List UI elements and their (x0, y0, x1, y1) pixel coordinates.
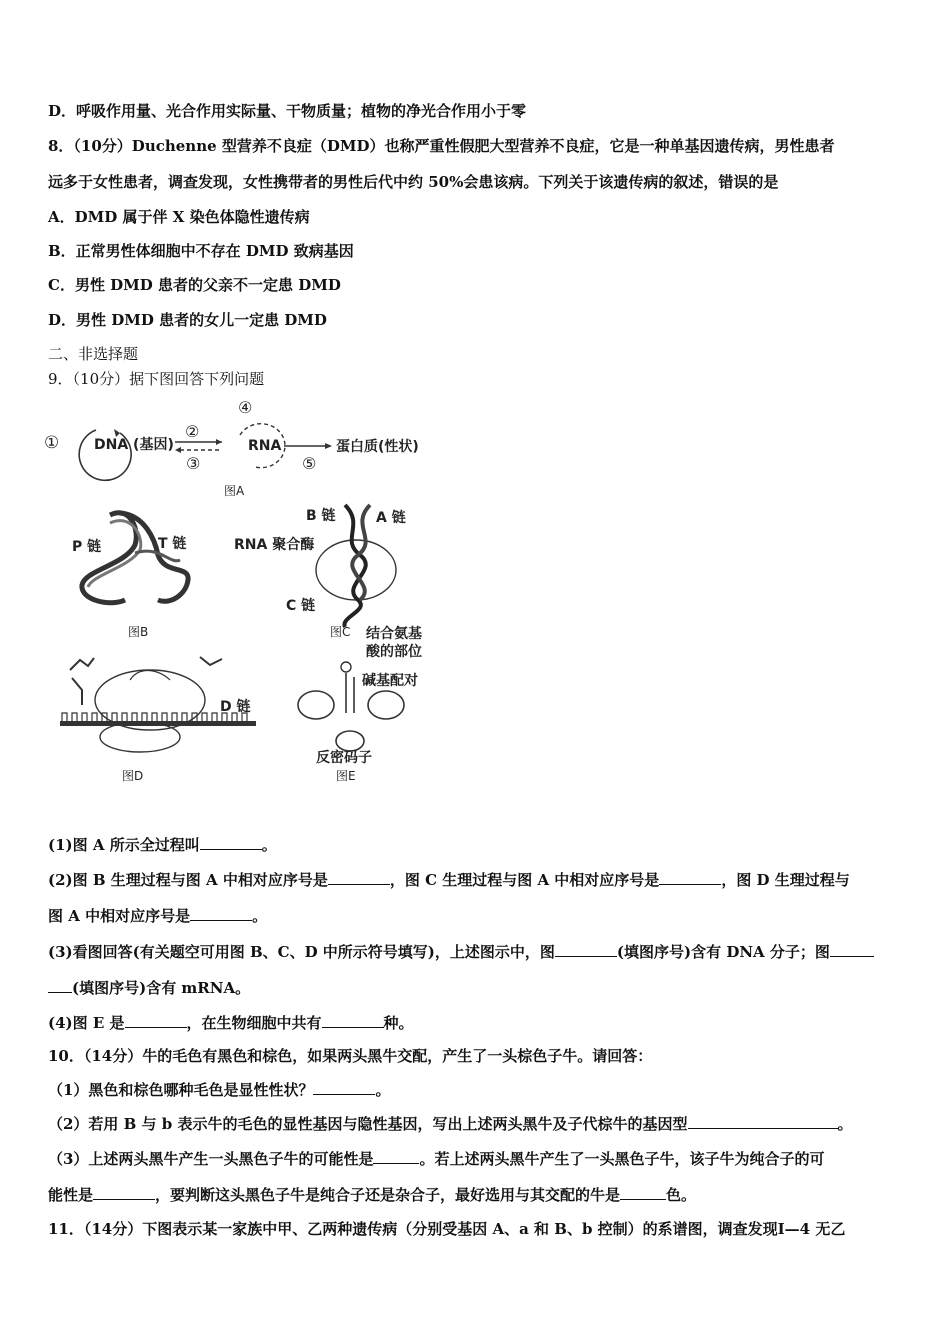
q8-option-b: B．正常男性体细胞中不存在 DMD 致病基因 (48, 242, 354, 260)
q10-s3-text-d: ，要判断这头黑色子牛是纯合子还是杂合子，最好选用与其交配的牛是 (155, 1186, 621, 1204)
fig-a-label-5: ⑤ (302, 454, 317, 473)
fig-d-mrna (60, 721, 256, 726)
fig-b-p-chain: P 链 (72, 539, 102, 555)
fig-c-a-chain: A 链 (376, 510, 406, 526)
answer-blank[interactable] (659, 870, 721, 885)
fig-e-anticodon: 反密码子 (316, 750, 372, 766)
figure-a (44, 398, 419, 498)
q9-p2-text-a: (2)图 B 生理过程与图 A 中相对应序号是 (48, 871, 328, 889)
fig-a-translation-arrowhead (325, 443, 332, 449)
q10-s1-text: （1）黑色和棕色哪种毛色是显性性状？ (48, 1081, 314, 1099)
q11-stem: 11．（14分）下图表示某一家族中甲、乙两种遗传病（分别受基因 A、a 和 B、b 控制）的系谱图，调查发现Ⅰ—4 无乙 (48, 1220, 846, 1238)
q10-sub1 (48, 1080, 390, 1100)
fig-e-right-loop (368, 691, 404, 719)
fig-e-site-line1: 结合氨基 (366, 626, 422, 642)
fig-a-rna: RNA (248, 438, 282, 454)
q9-p3-text-b: (填图序号)含有 DNA 分子；图 (616, 943, 830, 961)
fig-c-caption: 图C (330, 625, 351, 639)
q9-part3-line1 (48, 942, 874, 962)
q9-figure (40, 395, 460, 795)
answer-blank[interactable] (313, 1080, 375, 1095)
fig-d-d-chain: D 链 (220, 699, 251, 715)
q10-sub2 (48, 1114, 853, 1134)
fig-e-anticodon-loop (336, 731, 364, 751)
fig-a-reverse-arrowhead (175, 447, 181, 453)
q9-p1-text: (1)图 A 所示全过程叫 (48, 836, 200, 854)
fig-c-polymerase: RNA 聚合酶 (234, 537, 315, 553)
fig-a-label-3: ③ (186, 454, 201, 473)
q10-sub3-line1 (48, 1149, 824, 1169)
answer-blank[interactable] (125, 1013, 187, 1028)
q10-s3-end: 色。 (666, 1186, 697, 1204)
q9-part1 (48, 835, 277, 855)
fig-e-left-loop (298, 691, 334, 719)
fig-b-strand-left (82, 513, 136, 603)
section-heading: 二、非选择题 (48, 345, 139, 363)
answer-blank[interactable] (48, 978, 72, 993)
q9-part2-line2 (48, 906, 267, 926)
q9-p2-text-b: ，图 C 生理过程与图 A 中相对应序号是 (389, 871, 660, 889)
fig-c-c-chain: C 链 (286, 598, 316, 614)
q7-option-d: D．呼吸作用量、光合作用实际量、干物质量；植物的净光合作用小于零 (48, 102, 527, 120)
fig-a-protein: 蛋白质(性状) (336, 439, 419, 455)
figure-b (72, 513, 188, 639)
fig-b-t-chain: T 链 (158, 536, 187, 552)
answer-blank[interactable] (688, 1114, 838, 1129)
fig-a-transcription-arrowhead (216, 439, 222, 445)
q9-p1-end: 。 (261, 836, 277, 854)
q9-p2-text-d: 图 A 中相对应序号是 (48, 907, 191, 925)
q10-sub3-line2 (48, 1185, 696, 1205)
q8-stem-line1: 8．（10分）Duchenne 型营养不良症（DMD）也称严重性假肥大型营养不良症，它是一种单基因遗传病，男性患者 (48, 137, 835, 155)
figure-d (60, 657, 256, 783)
q8-option-c: C．男性 DMD 患者的父亲不一定患 DMD (48, 276, 341, 294)
q10-stem: 10．（14分）牛的毛色有黑色和棕色，如果两头黑牛交配，产生了一头棕色子牛。请回答： (48, 1047, 653, 1065)
q10-s2-text: （2）若用 B 与 b 表示牛的毛色的显性基因与隐性基因，写出上述两头黑牛及子代棕牛的基因型 (48, 1115, 688, 1133)
q9-part3-line2 (48, 978, 250, 998)
answer-blank[interactable] (190, 906, 252, 921)
answer-blank[interactable] (373, 1149, 419, 1164)
answer-blank[interactable] (200, 835, 262, 850)
fig-e-site-line2: 酸的部位 (366, 644, 422, 660)
fig-a-label-4: ④ (238, 398, 253, 417)
q8-stem-line2: 远多于女性患者，调查发现，女性携带者的男性后代中约 50%会患该病。下列关于该遗传病的叙述，错误的是 (48, 173, 779, 191)
fig-a-cycle-arrowhead (114, 429, 120, 437)
fig-e-acceptor (341, 662, 351, 672)
answer-blank[interactable] (93, 1185, 155, 1200)
fig-e-pairing: 碱基配对 (362, 673, 418, 689)
answer-blank[interactable] (620, 1185, 666, 1200)
answer-blank[interactable] (328, 870, 390, 885)
answer-blank[interactable] (555, 942, 617, 957)
q9-p4-text-a: (4)图 E 是 (48, 1014, 125, 1032)
fig-e-stem (346, 673, 354, 713)
figure-c (234, 505, 406, 639)
fig-d-arrow (130, 671, 170, 680)
fig-d-caption: 图D (122, 769, 144, 783)
q10-s1-end: 。 (375, 1081, 391, 1099)
fig-a-dna: DNA (基因) (94, 437, 174, 453)
q9-p2-end: 。 (252, 907, 268, 925)
fig-d-ribosome-small (100, 722, 180, 752)
q10-s2-end: 。 (837, 1115, 853, 1133)
q8-option-d: D．男性 DMD 患者的女儿一定患 DMD (48, 311, 327, 329)
fig-b-caption: 图B (128, 625, 149, 639)
fig-a-label-1: ① (44, 433, 60, 453)
fig-e-caption: 图E (336, 769, 356, 783)
q9-part4 (48, 1013, 414, 1033)
q9-p3-text-a: (3)看图回答(有关题空可用图 B、C、D 中所示符号填写)，上述图示中，图 (48, 943, 555, 961)
fig-a-label-2: ② (185, 422, 200, 441)
fig-b-strand-right (120, 513, 188, 601)
answer-blank[interactable] (830, 942, 874, 957)
q9-stem: 9．（10分）据下图回答下列问题 (48, 370, 265, 388)
q9-p2-text-c: ，图 D 生理过程与 (721, 871, 850, 889)
fig-d-trnas (70, 657, 222, 705)
q9-p4-text-c: 种。 (383, 1014, 414, 1032)
q10-s3-text-a: （3）上述两头黑牛产生一头黑色子牛的可能性是 (48, 1150, 374, 1168)
answer-blank[interactable] (322, 1013, 384, 1028)
q10-s3-text-b: 。若上述两头黑牛产生了一头黑色子牛，该子牛为纯合子的可 (419, 1150, 825, 1168)
q10-s3-text-c: 能性是 (48, 1186, 94, 1204)
figure-e (298, 625, 422, 783)
fig-a-caption: 图A (224, 484, 245, 498)
q8-option-a: A．DMD 属于伴 X 染色体隐性遗传病 (48, 208, 310, 226)
q9-p3-text-c: (填图序号)含有 mRNA。 (72, 979, 251, 997)
q9-part2-line1 (48, 870, 850, 890)
q9-p4-text-b: ，在生物细胞中共有 (186, 1014, 322, 1032)
fig-c-b-chain: B 链 (306, 508, 336, 524)
